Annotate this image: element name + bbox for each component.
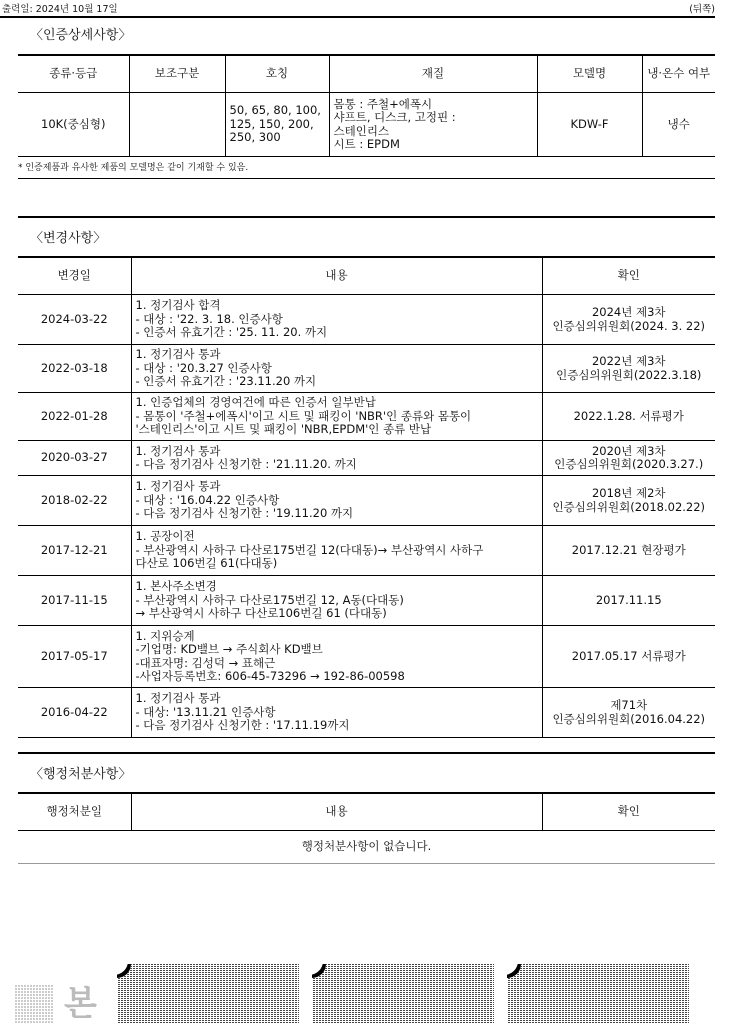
change-confirm: 2017.05.17 서류평가 bbox=[542, 626, 715, 688]
official-stamp bbox=[14, 984, 100, 1024]
changes-title: 〈변경사항〉 bbox=[30, 231, 107, 246]
admin-empty-message: 행정처분사항이 없습니다. bbox=[18, 831, 715, 864]
col-change-confirm: 확인 bbox=[542, 257, 715, 295]
code-corner-icon bbox=[507, 964, 521, 978]
col-water: 냉·온수 여부 bbox=[642, 55, 715, 93]
change-content: 1. 공장이전 - 부산광역시 사하구 다산로175번길 12(다대동)→ 부산광역시 사하구 다산로 106번길 61(다대동) bbox=[131, 526, 542, 576]
admin-table bbox=[18, 792, 715, 864]
col-material: 재질 bbox=[329, 55, 537, 93]
code-corner-icon bbox=[117, 964, 131, 978]
change-content: 1. 인증업체의 경영여건에 따른 인증서 일부반납 - 몸통이 '주철+에폭시'이고 시트 및 패킹이 'NBR'인 종류와 몸통이 '스테인리스'이고 시트 및 패킹이 'NBR,EPDM'인 종류 반납 bbox=[131, 393, 542, 441]
change-date: 2017-05-17 bbox=[18, 626, 131, 688]
change-date: 2017-11-15 bbox=[18, 576, 131, 626]
page-side-label: (뒤쪽) bbox=[689, 4, 715, 15]
stamp-char: 본 bbox=[64, 984, 97, 1024]
col-grade: 종류·등급 bbox=[18, 55, 129, 93]
cert-detail-row bbox=[18, 93, 715, 157]
col-model: 모델명 bbox=[537, 55, 642, 93]
col-admin-confirm: 확인 bbox=[542, 793, 715, 831]
change-date: 2020-03-27 bbox=[18, 441, 131, 476]
table-row bbox=[18, 441, 715, 476]
col-change-content: 내용 bbox=[131, 257, 542, 295]
print-date: 출력일: 2024년 10월 17일 bbox=[2, 4, 118, 15]
table-row bbox=[18, 576, 715, 626]
change-content: 1. 정기검사 통과 - 대상: '13.11.21 인증사항 - 다음 정기검사 신청기한 : '17.11.19까지 bbox=[131, 688, 542, 738]
change-confirm: 2020년 제3차 인증심의위원회(2020.3.27.) bbox=[542, 441, 715, 476]
cell-sub bbox=[129, 93, 225, 157]
cert-detail-table bbox=[18, 54, 715, 157]
col-change-date: 변경일 bbox=[18, 257, 131, 295]
code-corner-icon bbox=[312, 964, 326, 978]
col-sub: 보조구분 bbox=[129, 55, 225, 93]
admin-empty-row bbox=[18, 831, 715, 864]
col-admin-date: 행정처분일 bbox=[18, 793, 131, 831]
change-confirm: 2022년 제3차 인증심의위원회(2022.3.18) bbox=[542, 345, 715, 393]
cell-model: KDW-F bbox=[537, 93, 642, 157]
cert-detail-title: 〈인증상세사항〉 bbox=[30, 28, 132, 43]
change-confirm: 2024년 제3차 인증심의위원회(2024. 3. 22) bbox=[542, 295, 715, 345]
change-date: 2017-12-21 bbox=[18, 526, 131, 576]
change-confirm: 2017.12.21 현장평가 bbox=[542, 526, 715, 576]
change-date: 2018-02-22 bbox=[18, 476, 131, 526]
cell-material: 몸통 : 주철+에폭시 샤프트, 디스크, 고정핀 : 스테인리스 시트 : EPDM bbox=[329, 93, 537, 157]
table-row bbox=[18, 295, 715, 345]
section-divider bbox=[18, 216, 715, 218]
table-row bbox=[18, 626, 715, 688]
section-divider bbox=[18, 752, 715, 754]
table-row bbox=[18, 688, 715, 738]
changes-table bbox=[18, 256, 715, 738]
cell-grade: 10K(중심형) bbox=[18, 93, 129, 157]
change-confirm: 제71차 인증심의위원회(2016.04.22) bbox=[542, 688, 715, 738]
change-confirm: 2017.11.15 bbox=[542, 576, 715, 626]
col-size: 호칭 bbox=[225, 55, 329, 93]
change-content: 1. 정기검사 합격 - 대상 : '22. 3. 18. 인증사항 - 인증서 유효기간 : '25. 11. 20. 까지 bbox=[131, 295, 542, 345]
cell-sizes: 50, 65, 80, 100, 125, 150, 200, 250, 300 bbox=[225, 93, 329, 157]
changes-header-row bbox=[18, 257, 715, 295]
change-content: 1. 정기검사 통과 - 다음 정기검사 신청기한 : '21.11.20. 까지 bbox=[131, 441, 542, 476]
change-content: 1. 본사주소변경 - 부산광역시 사하구 다산로175번길 12, A동(다대동) → 부산광역시 사하구 다산로106번길 61 (다대동) bbox=[131, 576, 542, 626]
change-confirm: 2018년 제2차 인증심의위원회(2018.02.22) bbox=[542, 476, 715, 526]
verification-code-3 bbox=[507, 964, 689, 1024]
admin-header-row bbox=[18, 793, 715, 831]
cert-detail-note: * 인증제품과 유사한 제품의 모델명은 같이 기재할 수 있음. bbox=[18, 160, 715, 179]
print-header bbox=[0, 0, 715, 18]
change-confirm: 2022.1.28. 서류평가 bbox=[542, 393, 715, 441]
change-date: 2016-04-22 bbox=[18, 688, 131, 738]
change-date: 2022-03-18 bbox=[18, 345, 131, 393]
change-date: 2024-03-22 bbox=[18, 295, 131, 345]
table-row bbox=[18, 393, 715, 441]
change-content: 1. 지위승계 -기업명: KD밸브 → 주식회사 KD밸브 -대표자명: 김성덕 → 표해근 -사업자등록번호: 606-45-73296 → 192-86-00598 bbox=[131, 626, 542, 688]
verification-code-1 bbox=[117, 964, 299, 1024]
admin-title: 〈행정처분사항〉 bbox=[30, 767, 132, 782]
table-row bbox=[18, 476, 715, 526]
cell-water: 냉수 bbox=[642, 93, 715, 157]
stamp-pattern bbox=[14, 984, 54, 1024]
change-content: 1. 정기검사 통과 - 대상 : '20.3.27 인증사항 - 인증서 유효기간 : '23.11.20 까지 bbox=[131, 345, 542, 393]
verification-code-2 bbox=[312, 964, 494, 1024]
col-admin-content: 내용 bbox=[131, 793, 542, 831]
table-row bbox=[18, 345, 715, 393]
change-content: 1. 정기검사 통과 - 대상 : '16.04.22 인증사항 - 다음 정기검사 신청기한 : '19.11.20 까지 bbox=[131, 476, 542, 526]
table-row bbox=[18, 526, 715, 576]
cert-detail-header-row bbox=[18, 55, 715, 93]
change-date: 2022-01-28 bbox=[18, 393, 131, 441]
